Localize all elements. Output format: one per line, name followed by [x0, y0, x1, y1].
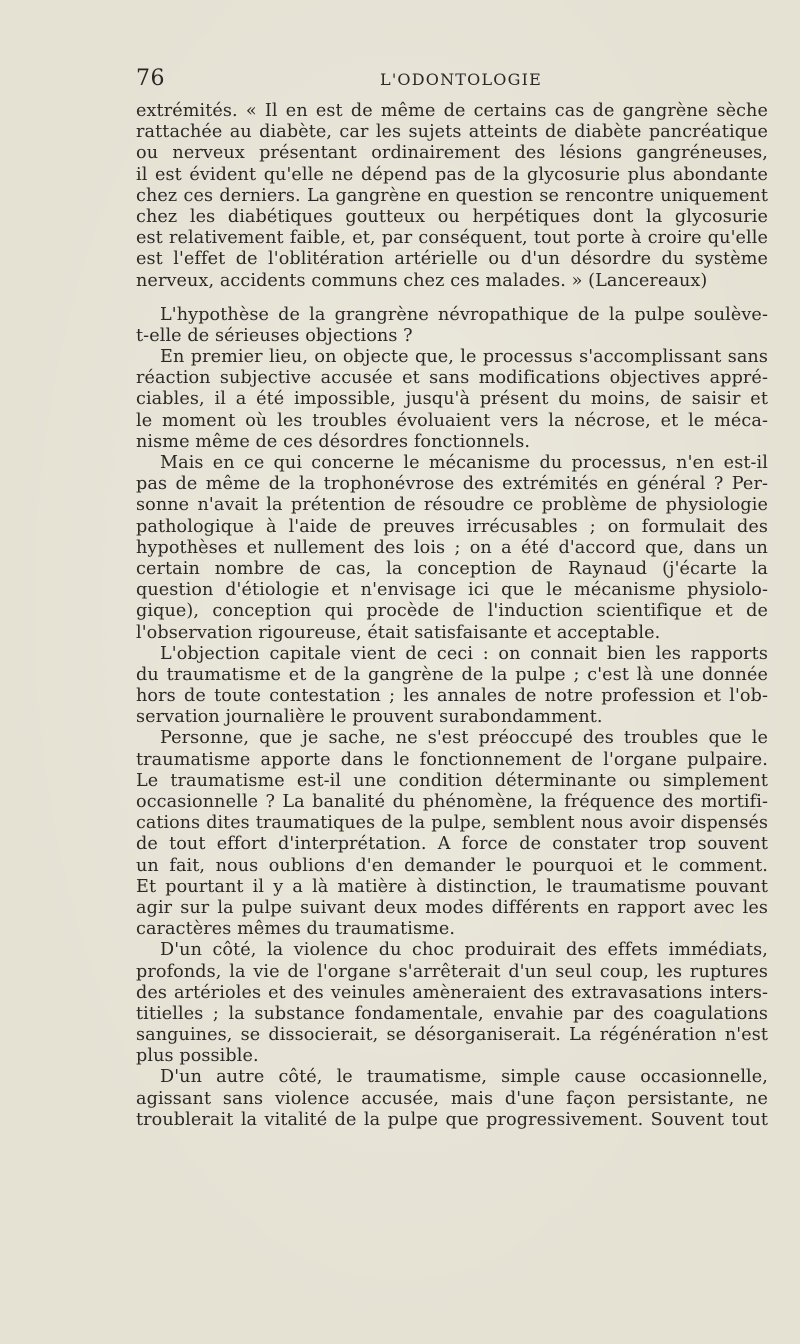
text-line: En premier lieu, on objecte que, le processus s'accomplissant sans [160, 347, 768, 368]
paragraph [136, 453, 768, 644]
text-line: question d'étiologie et n'envisage ici que le mécanisme physiolo- [136, 580, 768, 601]
text-line: D'un côté, la violence du choc produirait des effets immédiats, [160, 940, 768, 961]
text-line: pas de même de la trophonévrose des extrémités en général ? Per- [136, 474, 768, 495]
text-line: chez les diabétiques goutteux ou herpétiques dont la glycosurie [136, 206, 768, 227]
text-line: est l'effet de l'oblitération artérielle ou d'un désordre du système [136, 249, 768, 270]
paragraph [136, 101, 768, 292]
text-line: chez ces derniers. La gangrène en question se rencontre uniquement [136, 185, 768, 206]
text-line: ciables, il a été impossible, jusqu'à présent du moins, de saisir et [136, 389, 768, 410]
page-header [136, 66, 768, 94]
text-line: Mais en ce qui concerne le mécanisme du processus, n'en est-il [160, 453, 768, 473]
text-line: un fait, nous oublions d'en demander le pourquoi et le comment. [136, 855, 768, 876]
text-line: D'un autre côté, le traumatisme, simple cause occasionnelle, [160, 1067, 768, 1088]
text-line: nerveux, accidents communs chez ces malades. » (Lancereaux) [136, 270, 708, 291]
text-line: plus possible. [136, 1046, 259, 1067]
text-line: extrémités. « Il en est de même de certains cas de gangrène sèche [136, 101, 768, 121]
text-line: des artérioles et des veinules amèneraient des extravasations inters- [136, 982, 768, 1003]
paragraph [136, 644, 768, 729]
running-title: L'ODONTOLOGIE [380, 70, 542, 89]
text-line: réaction subjective accusée et sans modifications objectives appré- [136, 368, 768, 389]
text-line: Et pourtant il y a là matière à distinction, le traumatisme pouvant [136, 876, 768, 897]
paragraph [136, 347, 768, 453]
text-line: troublerait la vitalité de la pulpe que progressivement. Souvent tout [136, 1109, 768, 1130]
text-line: L'hypothèse de la grangrène névropathique de la pulpe soulève- [160, 304, 768, 325]
text-line: l'observation rigoureuse, était satisfaisante et acceptable. [136, 622, 661, 643]
text-line: hors de toute contestation ; les annales de notre profession et l'ob- [136, 686, 768, 707]
text-line: certain nombre de cas, la conception de Raynaud (j'écarte la [136, 558, 768, 579]
text-line: Personne, que je sache, ne s'est préoccupé des troubles que le [160, 728, 768, 749]
text-line: t-elle de sérieuses objections ? [136, 325, 413, 346]
paragraph [136, 728, 768, 940]
text-line: du traumatisme et de la gangrène de la pulpe ; c'est là une donnée [136, 664, 768, 685]
text-line: cations dites traumatiques de la pulpe, semblent nous avoir dispensés [136, 813, 768, 834]
text-line: rattachée au diabète, car les sujets atteints de diabète pancréatique [136, 122, 768, 143]
paragraph [136, 1067, 768, 1131]
paragraph [136, 305, 768, 347]
text-line: L'objection capitale vient de ceci : on connait bien les rapports [160, 643, 768, 664]
text-line: agissant sans violence accusée, mais d'une façon persistante, ne [136, 1088, 768, 1109]
text-line: ou nerveux présentant ordinairement des lésions gangréneuses, [136, 143, 768, 164]
text-line: de tout effort d'interprétation. A force de constater trop souvent [136, 834, 768, 855]
text-line: titielles ; la substance fondamentale, envahie par des coagulations [136, 1003, 768, 1024]
text-line: traumatisme apporte dans le fonctionnement de l'organe pulpaire. [136, 749, 768, 770]
text-line: nisme même de ces désordres fonctionnels. [136, 431, 531, 452]
paragraph-gap [136, 292, 768, 305]
text-line: il est évident qu'elle ne dépend pas de la glycosurie plus abondante [136, 164, 768, 185]
text-line: occasionnelle ? La banalité du phénomène, la fréquence des mortifi- [136, 792, 768, 812]
text-line: pathologique à l'aide de preuves irrécusables ; on formulait des [136, 516, 768, 537]
text-line: gique), conception qui procède de l'induction scientifique et de [136, 601, 768, 622]
text-line: sonne n'avait la prétention de résoudre ce problème de physiologie [136, 495, 768, 516]
text-line: Le traumatisme est-il une condition déterminante ou simplement [136, 770, 768, 791]
text-line: sanguines, se dissocierait, se désorganiserait. La régénération n'est [136, 1025, 768, 1046]
text-line: hypothèses et nullement des lois ; on a été d'accord que, dans un [136, 537, 768, 558]
page-number: 76 [136, 66, 165, 91]
text-line: profonds, la vie de l'organe s'arrêterait d'un seul coup, les ruptures [136, 961, 768, 982]
text-line: servation journalière le prouvent surabondamment. [136, 707, 603, 728]
text-line: le moment où les troubles évoluaient vers la nécrose, et le méca- [136, 410, 768, 431]
body-text [136, 101, 768, 1131]
text-line: caractères mêmes du traumatisme. [136, 919, 456, 940]
paragraph [136, 940, 768, 1067]
text-line: est relativement faible, et, par conséquent, tout porte à croire qu'elle [136, 228, 768, 249]
text-line: agir sur la pulpe suivant deux modes différents en rapport avec les [136, 897, 768, 918]
